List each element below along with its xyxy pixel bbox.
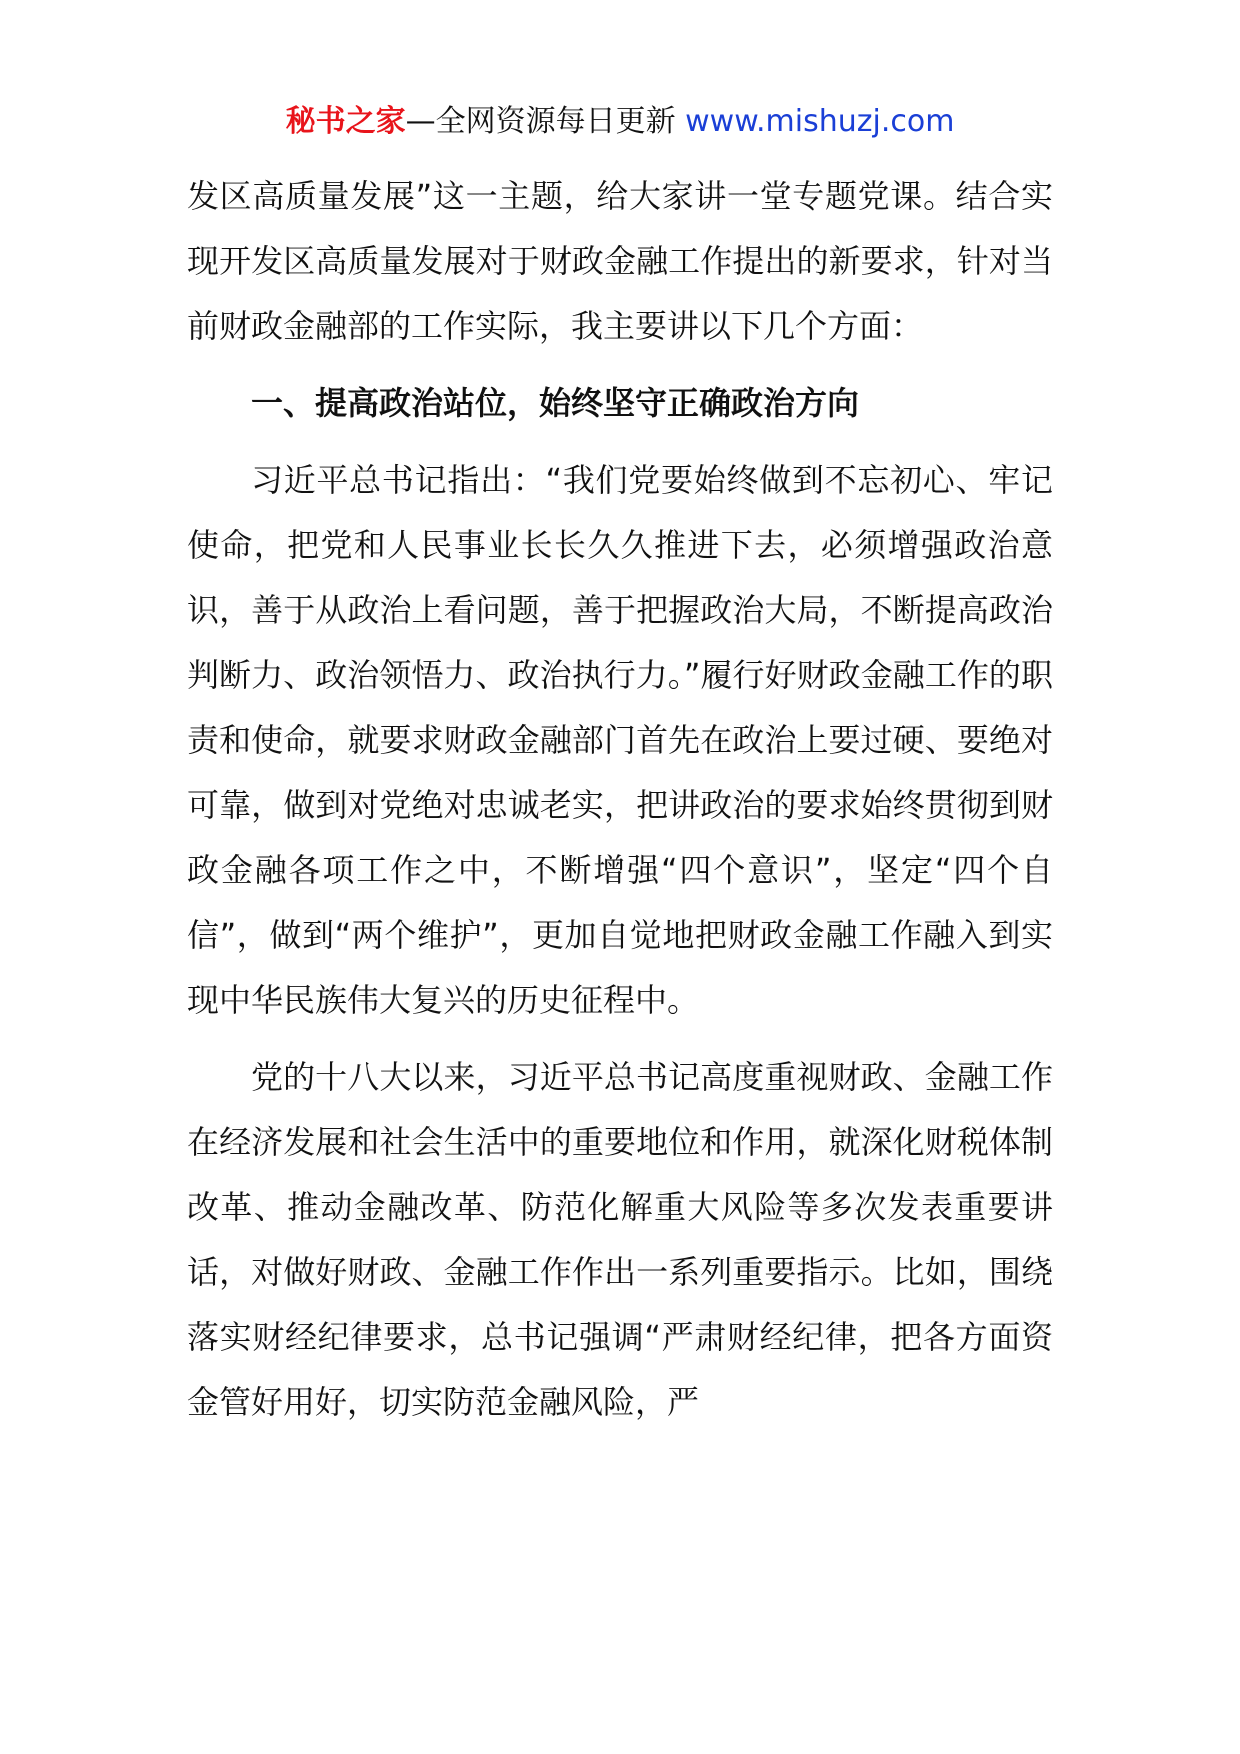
paragraph-intro: 发区高质量发展”这一主题，给大家讲一堂专题党课。结合实现开发区高质量发展对于财政金融工作提出的新要求，针对当前财政金融部的工作实际，我主要讲以下几个方面： [187, 177, 1053, 345]
document-body [187, 164, 1053, 1435]
website-link[interactable]: www.mishuzj.com [685, 104, 955, 139]
page-header [0, 100, 1240, 144]
paragraph-3: 党的十八大以来，习近平总书记高度重视财政、金融工作在经济发展和社会生活中的重要地位和作用，就深化财税体制改革、推动金融改革、防范化解重大风险等多次发表重要讲话，对做好财政、金融工作作出一系列重要指示。比如，围绕落实财经纪律要求，总书记强调“严肃财经纪律，把各方面资金管好用好，切实防范金融风险，严 [187, 1058, 1053, 1421]
paragraph-2: 习近平总书记指出：“我们党要始终做到不忘初心、牢记使命，把党和人民事业长长久久推进下去，必须增强政治意识，善于从政治上看问题，善于把握政治大局，不断提高政治判断力、政治领悟力、政治执行力。”履行好财政金融工作的职责和使命，就要求财政金融部门首先在政治上要过硬、要绝对可靠，做到对党绝对忠诚老实，把讲政治的要求始终贯彻到财政金融各项工作之中，不断增强“四个意识”，坚定“四个自信”，做到“两个维护”，更加自觉地把财政金融工作融入到实现中华民族伟大复兴的历史征程中。 [187, 461, 1053, 1019]
header-slogan: —全网资源每日更新 [405, 104, 676, 139]
section-heading-1: 一、提高政治站位，始终坚守正确政治方向 [251, 384, 860, 422]
brand-name: 秘书之家 [285, 104, 406, 139]
